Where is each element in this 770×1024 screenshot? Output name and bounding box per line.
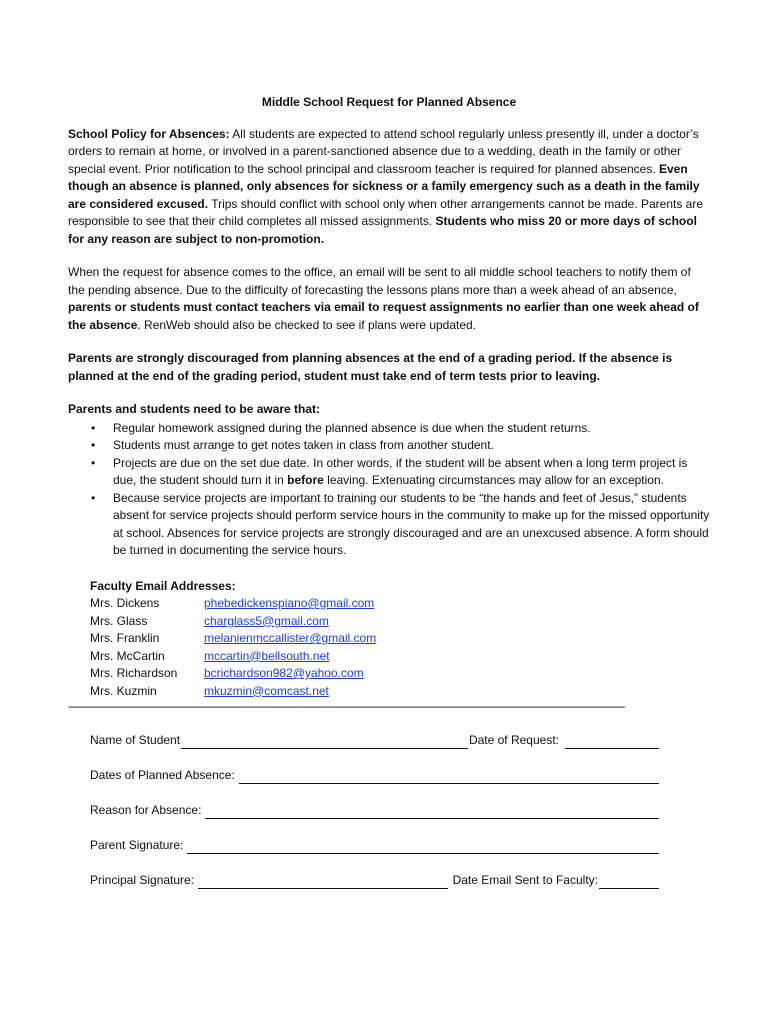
date-of-request-label: Date of Request:	[468, 732, 559, 747]
student-name-label: Name of Student	[90, 732, 181, 747]
request-paragraph	[68, 264, 710, 334]
faculty-title: Faculty Email Addresses:	[90, 578, 236, 593]
reason-field[interactable]	[205, 806, 659, 819]
policy-bold-2: Students who miss 20 or more days of school for any reason are subject to non-promotion.	[68, 214, 697, 246]
list-item: • Regular homework assigned during the planned absence is due when the student returns.	[113, 420, 710, 438]
date-of-request-field[interactable]	[565, 736, 659, 749]
planned-absence-field[interactable]	[239, 771, 659, 784]
faculty-name: Mrs. Franklin	[90, 631, 160, 645]
policy-text-1: All students are expected to attend school regularly unless presently ill, under a doctor’s orders to remain at home, or involved in a parent-sanctioned absence due to a wedding, death in the family or other special event. Prior notification to the school principal and classroom teacher is required for planned absences.	[68, 126, 699, 176]
faculty-row	[90, 683, 710, 701]
list-item-text: leaving. Extenuating circumstances may allow for an exception.	[323, 473, 664, 487]
page-title: Middle School Request for Planned Absence	[261, 95, 517, 109]
faculty-name: Mrs. Dickens	[90, 596, 160, 610]
cut-line-divider: -----------------------------------------------------------------------------------------------------------------------------------------------------------------------------------------------------------------	[68, 701, 625, 713]
aware-heading: Parents and students need to be aware that:	[68, 402, 321, 416]
faculty-email-link[interactable]: mkuzmin@comcast.net	[204, 683, 329, 698]
faculty-row	[90, 630, 710, 648]
list-item-text: Projects are due on the set due date. In other words, if the student will be absent when a long term project is due, the student should turn it in	[113, 455, 688, 487]
form-line-planned	[90, 767, 660, 784]
faculty-email-link[interactable]: bcrichardson982@yahoo.com	[204, 666, 364, 680]
discouraged-text: Parents are strongly discouraged from planning absences at the end of a grading period. If the absence is planned at the end of the grading period, student must take end of term tests prior to leaving.	[68, 351, 673, 383]
discouraged-paragraph	[68, 350, 710, 385]
principal-signature-field[interactable]	[198, 876, 448, 889]
form-line-reason	[90, 802, 660, 819]
list-item: • Because service projects are important to training our students to be “the hands and feet of Jesus,” students absent for service projects should perform service hours in the community to make up for the missed opportunity at school. Absences for service projects are strongly discouraged and are an unexcused absence. A form should be turned in documenting the service hours.	[113, 490, 710, 560]
list-item-bold: before	[287, 473, 324, 487]
faculty-row	[90, 595, 710, 613]
principal-signature-label: Principal Signature:	[90, 872, 195, 887]
reason-label: Reason for Absence:	[90, 802, 202, 817]
policy-text-2: Trips should conflict with school only when other arrangements cannot be made. Parents are responsible to see that their child completes all missed assignments.	[68, 196, 704, 228]
request-bold: parents or students must contact teachers via email to request assignments no earlier than one week ahead of the absence	[68, 300, 699, 332]
policy-paragraph	[68, 126, 710, 249]
aware-list	[68, 420, 710, 560]
form-line-principal	[90, 872, 660, 889]
faculty-row	[90, 665, 710, 683]
faculty-name: Mrs. Richardson	[90, 666, 178, 680]
list-item: • Students must arrange to get notes taken in class from another student.	[113, 437, 710, 455]
date-email-sent-field[interactable]	[599, 876, 659, 889]
request-text-2: . RenWeb should also be checked to see if plans were updated.	[137, 317, 477, 332]
parent-signature-field[interactable]	[187, 841, 659, 854]
faculty-section	[90, 578, 710, 701]
parent-signature-label: Parent Signature:	[90, 837, 184, 852]
faculty-name: Mrs. Kuzmin	[90, 683, 157, 698]
request-text-1: When the request for absence comes to the office, an email will be sent to all middle school teachers to notify them of the pending absence. Due to the difficulty of forecasting the lessons plans more than a week ahead of an absence,	[68, 265, 691, 297]
faculty-row	[90, 648, 710, 666]
student-name-field[interactable]	[181, 736, 468, 749]
planned-absence-label: Dates of Planned Absence:	[90, 767, 235, 782]
policy-label: School Policy for Absences:	[68, 126, 230, 141]
faculty-email-link[interactable]: charglass5@gmail.com	[204, 613, 329, 628]
faculty-row	[90, 613, 710, 631]
policy-bold-1: Even though an absence is planned, only absences for sickness or a family emergency such as a death in the family are considered excused.	[68, 161, 700, 211]
date-email-sent-label: Date Email Sent to Faculty:	[452, 872, 598, 887]
form-line-student	[90, 732, 660, 749]
faculty-email-link[interactable]: mccartin@bellsouth.net	[204, 648, 330, 663]
faculty-name: Mrs. McCartin	[90, 648, 165, 663]
faculty-email-link[interactable]: melanienmccallister@gmail.com	[204, 631, 377, 645]
list-item	[113, 455, 710, 490]
faculty-email-link[interactable]: phebedickenspiano@gmail.com	[204, 596, 375, 610]
request-form	[90, 732, 660, 889]
form-line-parent	[90, 837, 660, 854]
faculty-name: Mrs. Glass	[90, 613, 148, 628]
